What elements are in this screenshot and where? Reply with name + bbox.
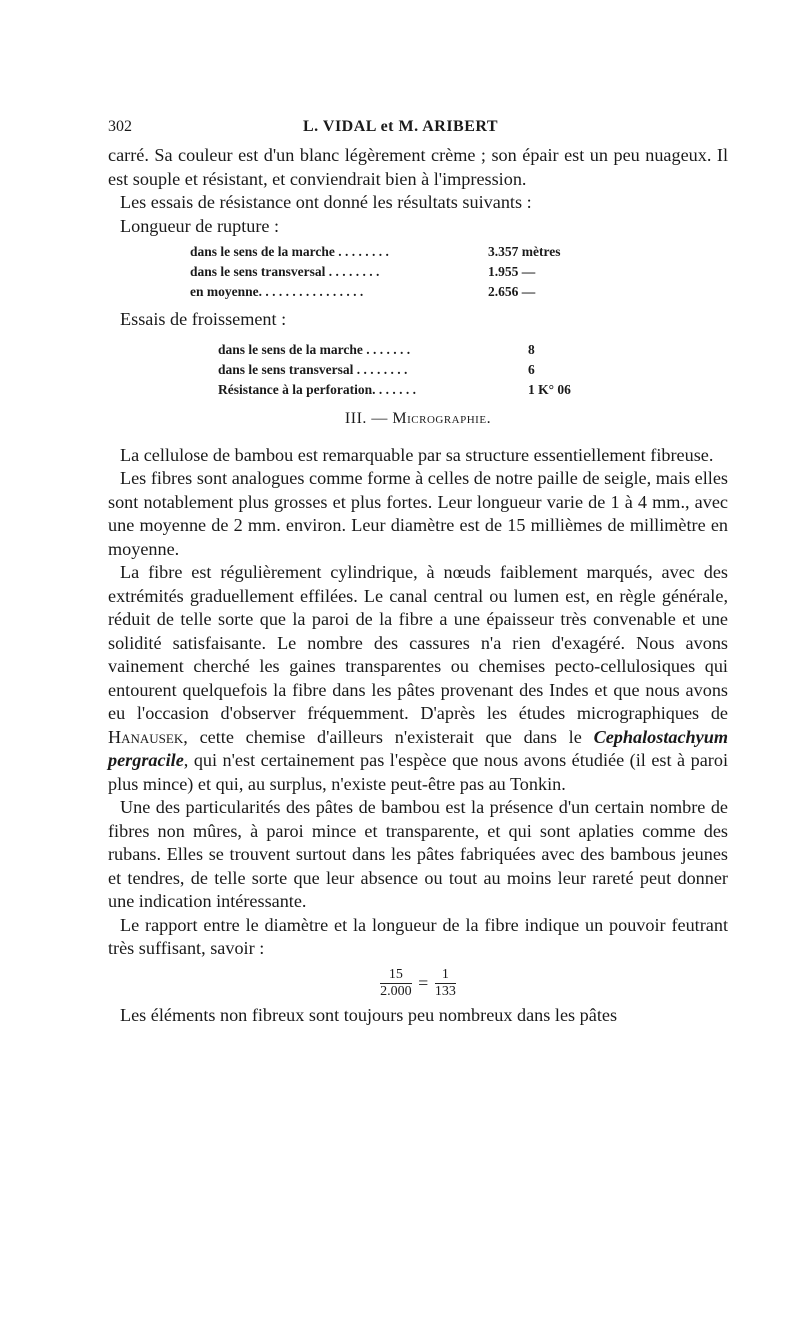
table-row xyxy=(108,380,728,400)
numerator: 1 xyxy=(435,967,456,984)
text-span: , cette chemise d'ailleurs n'existerait que dans le xyxy=(183,726,582,747)
rupture-table xyxy=(108,242,728,302)
row-value: 3.357 mètres xyxy=(488,244,561,259)
table-row xyxy=(108,340,728,360)
row-label: en moyenne. . . . . . . . . . . . . . . . xyxy=(190,284,364,299)
label-froissement: Essais de froissement : xyxy=(120,309,287,329)
table-row xyxy=(108,282,728,302)
fraction-left xyxy=(380,967,412,1000)
label-rupture: Longueur de rupture : xyxy=(120,215,280,236)
section-dash: — xyxy=(371,409,388,427)
paragraph-cellulose: La cellulose de bambou est remarquable par sa structure essentiellement fibreuse. xyxy=(120,444,714,465)
row-value: 1 K° 06 xyxy=(528,381,571,397)
section-number: III. xyxy=(344,409,367,427)
denominator: 2.000 xyxy=(380,983,412,999)
fraction-right xyxy=(435,967,456,1000)
page-header xyxy=(108,118,728,144)
paragraph-intro: carré. Sa couleur est d'un blanc légèrement crème ; son épair est un peu nuageux. Il est souple et résistant, et conviendrait bien à l'impression. xyxy=(108,145,728,189)
document-page xyxy=(108,118,728,1027)
row-value: 6 xyxy=(528,361,535,377)
text-span: , qui n'est certainement pas l'espèce que nous avons étudiée (il est à paroi plus mince) et qui, au surplus, n'existe peut-être pas au Tonkin. xyxy=(108,750,728,794)
text-span: La fibre est régulièrement cylindrique, à nœuds faiblement marqués, avec des extrémités graduellement effilées. Le canal central ou lumen est, en règle générale, réduit de telle sorte que la paroi de la fibre a une épaisseur très convenable et une solidité satisfaisante. Le nombre des cassures n'a rien d'exagéré. Nous avons vainement cherché les gaines transparentes ou chemises pecto-cellulosiques qui entourent quelquefois la fibre dans les pâtes provenant des Indes et que nous avons eu l'occasion d'observer fréquemment. D'après les études micrographiques de xyxy=(108,562,728,723)
paragraph-particularities: Une des particularités des pâtes de bambou est la présence d'un certain nombre de fibres non mûres, à paroi mince et transparente, et qui sont aplaties comme des rubans. Elles se trouvent surtout dans les pâtes fabriquées avec des bambous jeunes et tendres, de telle sorte que leur absence ou tout au moins leur rareté peut donner une indication intéressante. xyxy=(108,797,728,911)
row-label: dans le sens transversal . . . . . . . . xyxy=(190,264,380,279)
equals-sign: = xyxy=(418,972,429,993)
numerator: 15 xyxy=(380,967,412,984)
row-label: dans le sens de la marche . . . . . . . xyxy=(218,341,411,357)
ratio-formula xyxy=(108,967,728,1000)
row-value: 2.656 — xyxy=(488,284,536,299)
author-name: Hanausek xyxy=(108,726,184,747)
row-value: 1.955 — xyxy=(488,264,536,279)
species-name: Cephalostachyum pergracile xyxy=(108,726,728,770)
running-title: L. VIDAL et M. ARIBERT xyxy=(303,118,499,135)
row-label: dans le sens de la marche . . . . . . . . xyxy=(190,244,389,259)
page-number: 302 xyxy=(108,118,132,135)
row-label: Résistance à la perforation. . . . . . . xyxy=(218,381,416,397)
section-title: Micrographie. xyxy=(392,409,492,427)
paragraph-fibre-shape xyxy=(108,561,728,796)
paragraph-fibres: Les fibres sont analogues comme forme à celles de notre paille de seigle, mais elles sont notablement plus grosses et plus fortes. Leur longueur varie de 1 à 4 mm., avec une moyenne de 2 mm. environ. Leur diamètre est de 15 millièmes de millimètre en moyenne. xyxy=(108,468,728,559)
froissement-table xyxy=(108,340,728,400)
row-label: dans le sens transversal . . . . . . . . xyxy=(218,361,408,377)
denominator: 133 xyxy=(434,983,456,999)
paragraph-tests: Les essais de résistance ont donné les résultats suivants : xyxy=(120,192,532,212)
table-row xyxy=(108,242,728,262)
table-row xyxy=(108,262,728,282)
paragraph-non-fibrous: Les éléments non fibreux sont toujours peu nombreux dans les pâtes xyxy=(120,1004,618,1025)
paragraph-ratio: Le rapport entre le diamètre et la longueur de la fibre indique un pouvoir feutrant très suffisant, savoir : xyxy=(108,914,728,958)
section-heading xyxy=(108,410,728,428)
table-row xyxy=(108,360,728,380)
row-value: 8 xyxy=(528,341,535,357)
